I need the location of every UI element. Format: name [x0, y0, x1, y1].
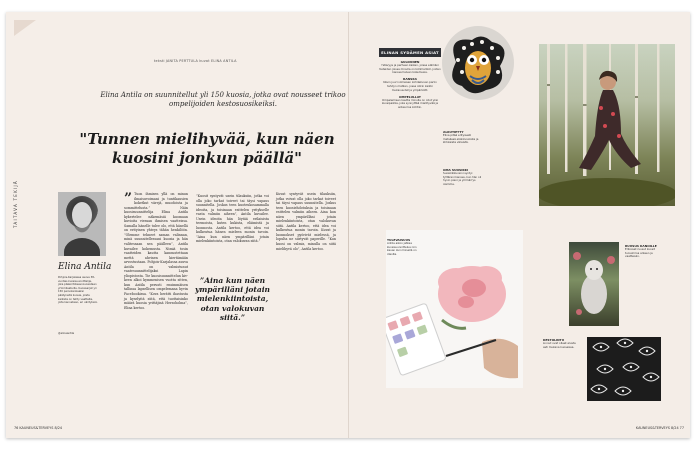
pull-quote: ”Aina kun näen ympärilläni jotain mielenkiintoista, otan valokuvan siitä.”	[195, 276, 271, 322]
favorite-item: RANSKA Kävin juuri viimeisen kohdekuvan pariin tehdyn matkan, jossa olikin kaikki mukavuudet ja ympäristöt.	[383, 77, 437, 92]
painting-caption: TULEVAISUUS Antila aikoo jatkaa kuosisuunnittelua niin kauan kuin hänellä on ideoita.	[387, 238, 417, 256]
dog-photo	[569, 242, 619, 326]
body-column-1	[124, 192, 188, 310]
magazine-spread	[6, 12, 690, 438]
forest-caption: ALKUTIETTY Elina pitää erityisesti metsässä eläinkuvioista ja kirkkaista väreistä.	[443, 130, 479, 145]
lead-paragraph: Elina Antila on suunnitellut yli 150 kuosia, jotka ovat nousseet trikoo ompelijoiden kestosuosikeiksi.	[100, 91, 346, 108]
favorite-caption: OMA SUOSIKKI Suosikkikuosini syntyi tyttäreni kanssa, kun hän oli hyvin pieni ja ymmärrys olemme.	[443, 168, 482, 186]
body-column-2: ”Kuosit syntyvät usein tilauksiin, jotka voi olla joko tarkat toiveet tai täysi vapaus suunnitella. Joskus teen kuoteukosammalla ideoita, ja toisinaan esittelen yritykselle vasta valmiin aiheen”, Antila kuvailee. Usein ideoita hän löytää erilaisista teemoista, kuten kukista, eläimistä ja luonnosta. Antila kertoo, että idea voi kulkeutua hänen mieleen monin tavoin. ”Aina kun näen ympärilläni jotain mielenkiintoista, otan valokuvan siitä.”	[196, 194, 269, 244]
favorite-item: OMPELULLAT Ompelemisen kautta minulle on ollut yksi kuosipaikka, joka synnyttää mielihyvää ja antaa iloa kohtiin.	[381, 94, 439, 109]
right-page	[349, 12, 690, 438]
drop-cap: ”	[124, 191, 133, 207]
author-signature: Elina Antila	[58, 262, 112, 272]
body-text-1: Tuon ihmisen yllä on minun ilmaisuvoimani ja tuntikausien koketkut värejä, muodoista ja sommittelusta.” Näin kuosisuunnittelija Elina Antila kykertelee näkemäsiä kuomaan kuvioita vieraan ihmisen vaatteissa. Samalla hänelle tulee olo, että hänellä on erityinen yhteys tähän henkilöön. ”Olemme tehneet saman valinnan, minä suunnitellessani kuosia ja hän valitessaan sen päälleen”, Antila kuvailee kokemusta. Nimiä tosin vaatteiden kautta kannustettaan mettä ahvinen kiertämään arvostustaan. Pohjois-Karjalassa asuva Antila on valmistunut vaatesuunnittelijaksi Lapin yliopistosta. Tie kuosisuunnittelun kiv-keen alkoi kymmenisen vuotta sitten, kun Antila perusti ensimmäisen tallinsa lapsellisen ompelemana hyvin Facebookissa. ”Kova herätti ihastusta ja kyselyitä siitä, että tuottaisinko määrä kuosia yrittäjinä Hersoholma”, Elina kertoo.	[124, 192, 188, 310]
dog-caption: RUUSUA KANOILLE Erikoiset ruusut kuosit tuovat iloa arkeen ja vaatteisiin.	[625, 244, 657, 259]
favorites-box	[379, 48, 441, 238]
owl-illustration	[442, 26, 514, 100]
favorites-box-title: ELINAN SYDÄMEN ASIAT	[379, 48, 441, 57]
author-portrait	[58, 192, 106, 256]
fabric-caption: KESTOLINTU Linnut ovat olleet alusta asti mukana kuoseissa.	[543, 338, 576, 349]
article-headline: "Tunnen mielihyvää, kun näen kuosini jonkun päällä"	[79, 130, 335, 167]
page-corner-decoration	[14, 20, 36, 36]
favorite-item: GULDUNEN Ystävyys ja perheen kaiken, joissa elämäni tieteiden joissa minulla on kotimarikot, joiden kanssa haluan kokemusia.	[379, 60, 441, 75]
section-label: TAITAVA TEKIJÄ	[13, 180, 18, 228]
body-column-3: Kuvat syntyvät usein tilauksiin, jotka voivat olla joko tarkat toiveet tai täysi vapaus suunnitella. Joskus teen kuosiehdotuksia ja toisinaan esittelen valmiin aiheen. Aina kun näen ympärilläni jotain mielenkiintoista, otan valokuvan siitä. Antila kertoo, että idea voi kulkeutua monin tavoin. Kuvat ja luonnokset pyörivät mielessä, ja lopulta ne siirtyvät paperille. ”Kun kuosi on valmis, minulla on siitä mielihyvä olo”, Antila kertoo.	[276, 192, 336, 251]
credits: teksti JANITA PERTTULA kuvat ELINA ANTILA	[154, 59, 237, 63]
author-handle: @elinaantila	[58, 332, 75, 335]
folio-left: 76 KAUNEUS&TERVEYS 8/24	[14, 426, 63, 430]
author-bio: Pohjois-Karjalassa asuva 38-vuotias kuosisuunnittelija, joka pääsiirtoteesi-kuosistaan yrtomilaatuilla. Kuosisarjat yli 150 painokankaaksi päätyneitä kuosia, joista kaikista on tehty vaatteita, joita kannetaan, eri värityksiä.	[58, 276, 98, 305]
left-page	[6, 12, 348, 438]
forest-portrait-photo	[539, 44, 675, 206]
folio-right: KAUNEUS&TERVEYS 8/24 77	[635, 426, 684, 430]
fabric-pattern-photo	[587, 337, 661, 401]
